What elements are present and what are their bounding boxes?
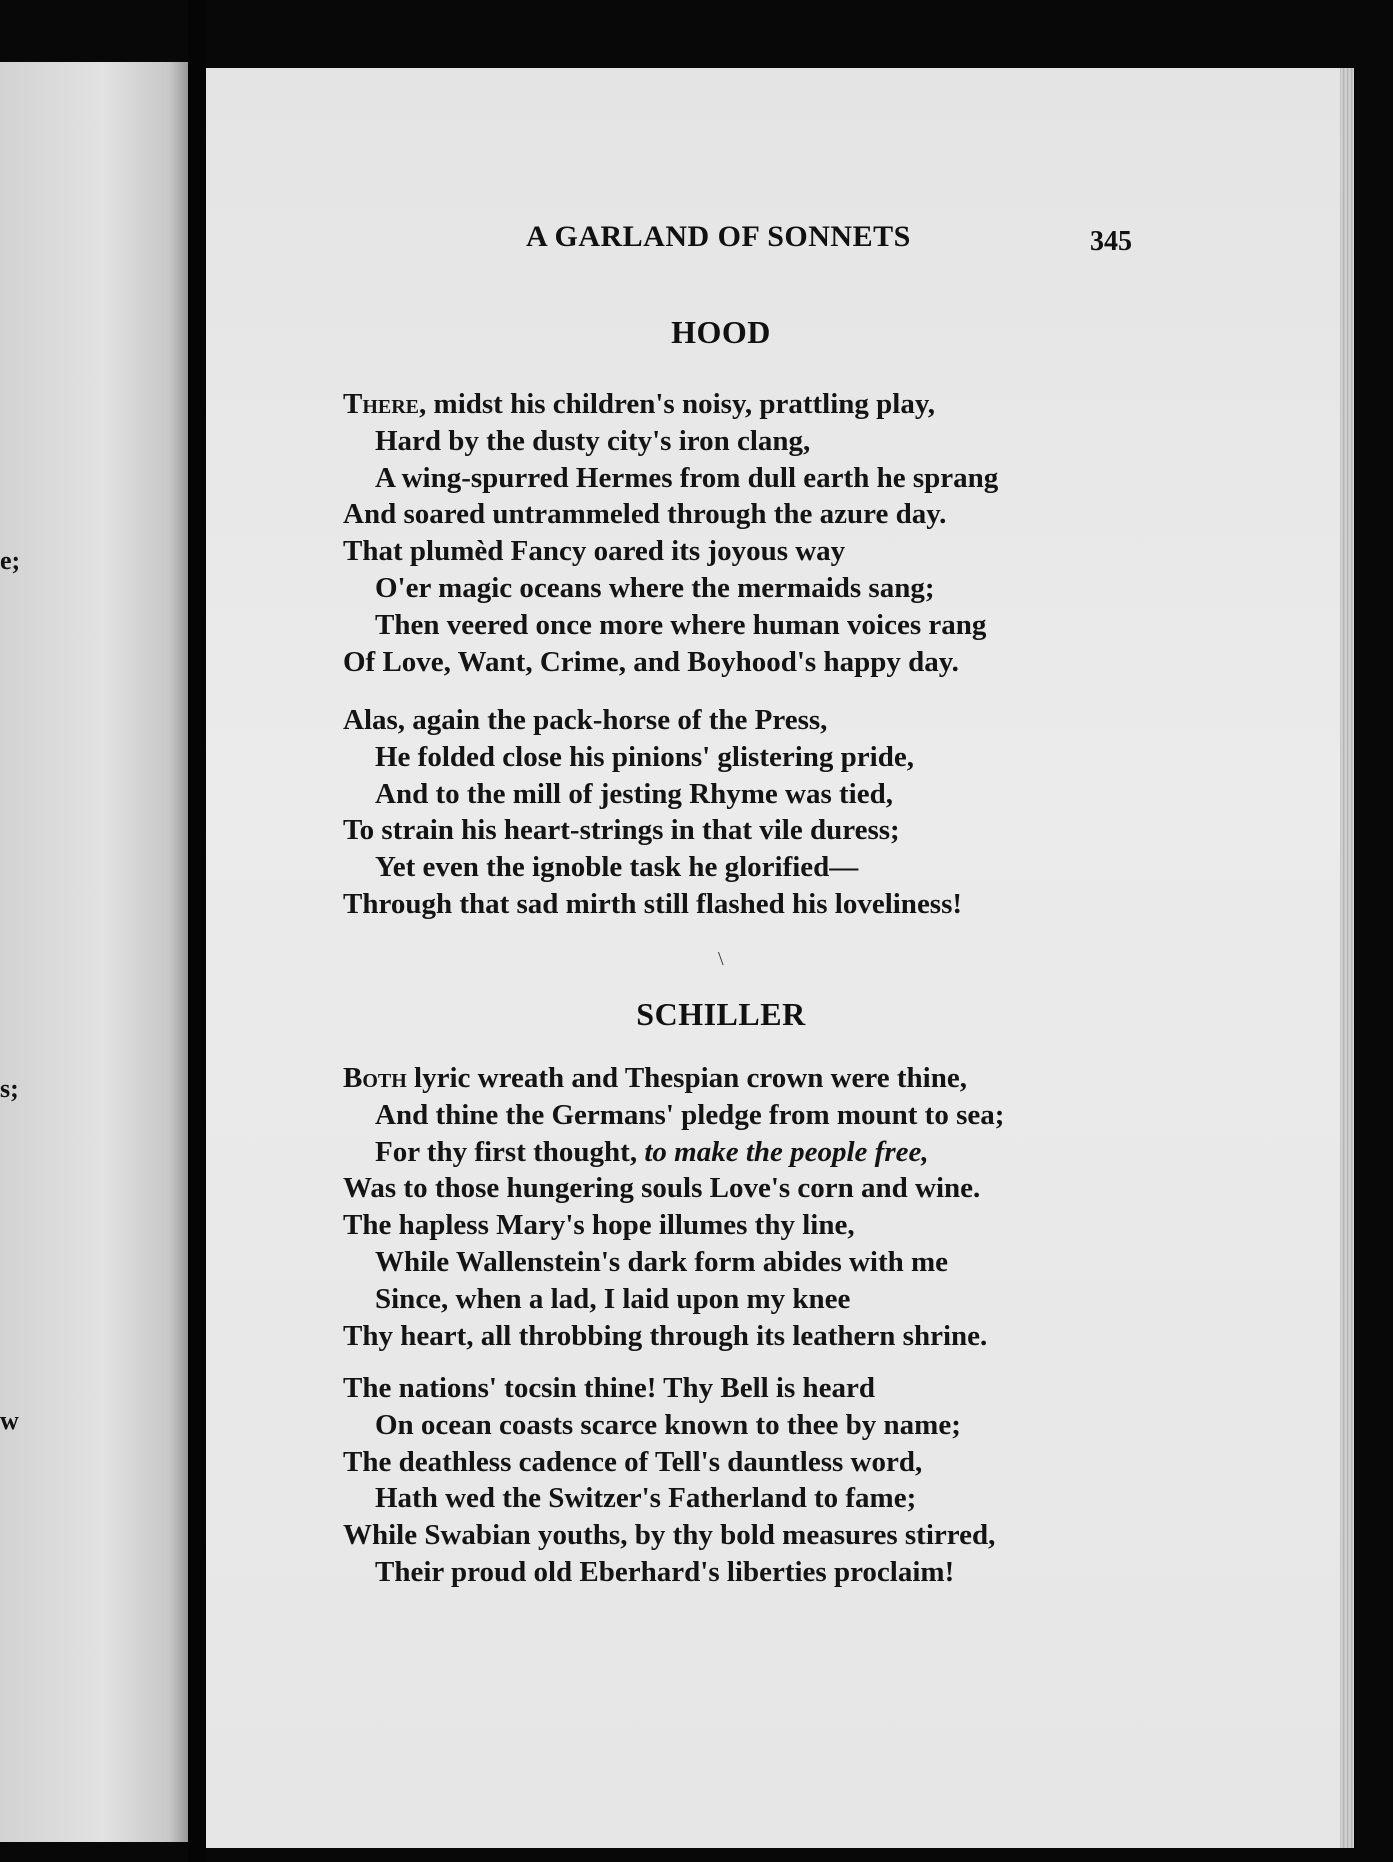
poem-line: [343, 1134, 1203, 1171]
stanza: [343, 386, 1203, 680]
poem-line: Of Love, Want, Crime, and Boyhood's happy day.: [343, 645, 959, 678]
page-number: 345: [1090, 226, 1132, 257]
poem-line: The deathless cadence of Tell's dauntless word,: [343, 1445, 923, 1478]
line-italic: to make the people free,: [644, 1135, 929, 1168]
poem-line: And to the mill of jesting Rhyme was tied,: [375, 777, 893, 810]
poem-title-schiller: SCHILLER: [636, 996, 806, 1032]
stanza: [343, 1370, 1203, 1591]
stanza: [343, 1060, 1203, 1354]
book-gutter: [188, 0, 206, 1862]
left-page-fragment: s;: [0, 1074, 19, 1103]
left-page-fragment: e;: [0, 546, 21, 575]
left-page: [0, 62, 188, 1842]
poem-line: Thy heart, all throbbing through its leathern shrine.: [343, 1319, 988, 1352]
poem-line: On ocean coasts scarce known to thee by name;: [375, 1408, 961, 1441]
poem-line: And thine the Germans' pledge from mount to sea;: [375, 1098, 1005, 1131]
poem-line: Their proud old Eberhard's liberties proclaim!: [375, 1555, 955, 1588]
poem-line: The hapless Mary's hope illumes thy line,: [343, 1209, 855, 1242]
line-text: midst his children's noisy, prattling play,: [426, 388, 935, 420]
poem-title-hood: HOOD: [671, 314, 771, 350]
poem-line: Hard by the dusty city's iron clang,: [375, 424, 811, 457]
poem-line: Yet even the ignoble task he glorified—: [375, 851, 859, 884]
line-text: lyric wreath and Thespian crown were thine,: [406, 1062, 967, 1094]
poem-line: [343, 386, 1203, 423]
poem-line: Through that sad mirth still flashed his loveliness!: [343, 887, 963, 920]
poem-line: Then veered once more where human voices rang: [375, 608, 987, 641]
poem-line: Alas, again the pack-horse of the Press,: [343, 704, 828, 736]
running-head: A GARLAND OF SONNETS: [526, 220, 911, 253]
poem-line: While Wallenstein's dark form abides with me: [375, 1245, 949, 1278]
line-lead: Both: [343, 1062, 407, 1094]
right-page: [206, 68, 1354, 1848]
poem-line: Since, when a lad, I laid upon my knee: [375, 1282, 851, 1315]
stray-mark: \: [718, 948, 724, 970]
poem-line: That plumèd Fancy oared its joyous way: [343, 535, 846, 568]
poem-line: To strain his heart-strings in that vile duress;: [343, 814, 900, 847]
poem-line: Was to those hungering souls Love's corn and wine.: [343, 1172, 981, 1205]
left-page-fragment: w: [0, 1406, 19, 1435]
page-edge: [1340, 68, 1354, 1848]
poem-line: O'er magic oceans where the mermaids sang;: [375, 571, 935, 604]
line-text: For thy first thought,: [375, 1135, 645, 1168]
poem-line: [343, 1060, 1203, 1097]
poem-line: Hath wed the Switzer's Fatherland to fame;: [375, 1482, 917, 1515]
poem-line: He folded close his pinions' glistering pride,: [375, 740, 914, 773]
line-lead: There,: [343, 388, 427, 420]
poem-line: And soared untrammeled through the azure day.: [343, 498, 947, 531]
poem-line: While Swabian youths, by thy bold measures stirred,: [343, 1519, 996, 1552]
poem-line: The nations' tocsin thine! Thy Bell is heard: [343, 1372, 876, 1404]
poem-line: A wing-spurred Hermes from dull earth he sprang: [375, 461, 999, 494]
stanza: [343, 702, 1203, 923]
